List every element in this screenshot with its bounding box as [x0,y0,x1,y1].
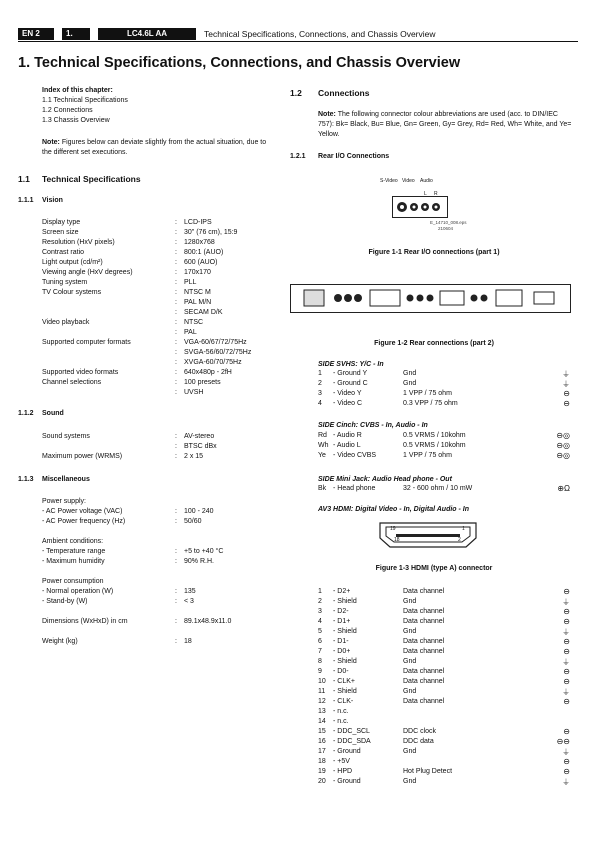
pin-description: 1 VPP / 75 ohm [403,452,452,459]
spec-value: NTSC [184,319,204,326]
pin-description: DDC clock [403,728,437,735]
figure-code: E_14710_008.eps [430,220,467,225]
pin-name: - DDC_SDA [333,738,371,745]
spec-label: Maximum power (WRMS) [42,453,123,460]
pin-name: - Ground C [333,380,368,387]
header-rule [18,41,578,42]
pin-name: - Shield [333,658,357,665]
spec-label: Sound systems [42,433,90,440]
spec-separator: : [175,309,177,316]
pin-description: Data channel [403,668,445,675]
index-list [42,96,128,126]
spec-label: Power consumption [42,578,104,585]
spec-separator: : [175,219,177,226]
spec-value: 50/60 [184,518,202,525]
pin-direction-icon: ⏚ [562,380,570,389]
spec-value: +5 to +40 °C [184,548,224,555]
chapter-tag: 1. [62,28,90,40]
spec-value: 18 [184,638,192,645]
pin-number: Wh [318,442,329,449]
spec-value: 640x480p - 2fH [184,369,232,376]
pin-name: - Ground [333,778,361,785]
pin-name: - DDC_SCL [333,728,370,735]
spec-separator: : [175,249,177,256]
pin-number: 11 [318,688,326,695]
pin-direction-icon: ⊖◎ [556,451,570,460]
pin-number: 2 [318,598,322,605]
spec-value: 2 x 15 [184,453,204,460]
spec-label: Tuning system [42,279,88,286]
spec-separator: : [175,269,177,276]
index-heading: Index of this chapter: [42,87,113,94]
spec-label: Supported computer formats [42,339,131,346]
pin-name: - n.c. [333,718,349,725]
pin-number: 6 [318,638,322,645]
index-item[interactable]: 1.1 Technical Specifications [42,97,128,104]
pin-number: 17 [318,748,326,755]
pin-direction-icon: ⊖ [563,697,570,706]
pin-description: Gnd [403,658,417,665]
index-item[interactable]: 1.2 Connections [42,107,93,114]
figure-label: S-Video [380,178,398,184]
spec-separator: : [175,598,177,605]
subsection-number: 1.1.3 [18,476,34,483]
spec-value: 135 [184,588,196,595]
pin-description: Data channel [403,618,445,625]
spec-label: TV Colour systems [42,289,102,296]
spec-value: AV-stereo [184,433,215,440]
pin-number: Bk [318,485,327,492]
pin-description: Gnd [403,688,417,695]
subsection-title: Rear I/O Connections [318,153,390,160]
pin-description: Data channel [403,638,445,645]
pin-direction-icon: ⊖ [563,389,570,398]
spec-separator: : [175,359,177,366]
spec-label: Display type [42,219,81,226]
spec-value: LCD-IPS [184,219,212,226]
pin-label: 19 [390,526,396,532]
pin-description: 0.5 VRMS / 10kohm [403,432,466,439]
pin-direction-icon: ⊖ [563,587,570,596]
spec-separator: : [175,379,177,386]
pin-description: Gnd [403,748,417,755]
spec-value: PAL M/N [184,299,212,306]
page-lang-tag: EN 2 [18,28,54,40]
pin-description: Gnd [403,628,417,635]
spec-separator: : [175,279,177,286]
spec-value: UVSH [184,389,204,396]
spec-separator: : [175,453,177,460]
pin-number: 18 [318,758,326,765]
pin-name: - HPD [333,768,353,775]
pin-number: 3 [318,390,322,397]
spec-separator: : [175,389,177,396]
pin-direction-icon: ⊖ [563,727,570,736]
section-number: 1.1 [18,174,30,184]
section-number: 1.2 [290,88,302,98]
spec-label: Resolution (HxV pixels) [42,239,115,246]
figure-label: L [424,191,427,197]
pin-number: 3 [318,608,322,615]
pin-number: 1 [318,370,322,377]
figure-label: Audio [420,178,433,184]
spec-value: 170x170 [184,269,211,276]
pin-description: 0.3 VPP / 75 ohm [403,400,458,407]
rear-connections-figure [290,282,576,318]
spec-value: SVGA-56/60/72/75Hz [184,349,252,356]
spec-separator: : [175,259,177,266]
pin-name: - D2- [333,608,349,615]
spec-value: VGA-60/67/72/75Hz [184,339,247,346]
pin-name: - Shield [333,688,357,695]
pin-name: - Shield [333,628,357,635]
spec-value: 89.1x48.9x11.0 [184,618,232,625]
pin-name: - D1+ [333,618,351,625]
pin-name: - Video CVBS [333,452,377,459]
spec-separator: : [175,369,177,376]
pin-name: - +5V [333,758,350,765]
spec-label: - AC Power voltage (VAC) [42,508,123,515]
pin-description: Data channel [403,698,445,705]
spec-label: Supported video formats [42,369,119,376]
pin-label: 18 [394,537,400,543]
pin-number: 7 [318,648,322,655]
spec-value: 100 - 240 [184,508,214,515]
pin-direction-icon: ⏚ [562,628,570,637]
spec-separator: : [175,329,177,336]
spec-separator: : [175,443,177,450]
hdmi-connector-drawing [378,520,478,550]
pin-name: - Shield [333,598,357,605]
subsection-title: Miscellaneous [42,476,90,483]
spec-separator: : [175,618,177,625]
pin-description: Data channel [403,608,445,615]
pin-number: 10 [318,678,326,685]
pin-number: 4 [318,400,322,407]
figure-label: Video [402,178,415,184]
pin-label: 1 [462,526,465,532]
spec-separator: : [175,319,177,326]
spec-label: Dimensions (WxHxD) in cm [42,618,128,625]
rear-io-panel [392,196,448,218]
spec-value: 100 presets [184,379,221,386]
pin-number: 13 [318,708,326,715]
header-title: Technical Specifications, Connections, and Chassis Overview [204,29,436,39]
spec-label: - Stand-by (W) [42,598,88,605]
pin-name: - Audio R [333,432,362,439]
pin-description: 0.5 VRMS / 10kohm [403,442,466,449]
pin-description: Gnd [403,370,417,377]
spec-separator: : [175,508,177,515]
pin-name: - D0- [333,668,349,675]
pin-name: - D0+ [333,648,351,655]
pin-description: Gnd [403,778,417,785]
pin-direction-icon: ⊖ [563,637,570,646]
spec-separator: : [175,239,177,246]
spec-label: Screen size [42,229,79,236]
figure-caption: Figure 1-3 HDMI (type A) connector [375,565,493,572]
pin-direction-icon: ⊖ [563,757,570,766]
spec-separator: : [175,289,177,296]
spec-value: XVGA-60/70/75Hz [184,359,242,366]
pin-description: 32 - 600 ohm / 10 mW [403,485,473,492]
pin-direction-icon: ⊖⊖ [556,737,570,746]
figures-note: Note: Figures below can deviate slightly from the actual situation, due to the different set executions. [42,139,267,156]
pin-direction-icon: ⏚ [562,598,570,607]
pin-description: Hot Plug Detect [403,768,453,775]
spec-separator: : [175,433,177,440]
spec-label: Viewing angle (HxV degrees) [42,269,133,276]
pin-description: Data channel [403,648,445,655]
spec-label: - AC Power frequency (Hz) [42,518,126,525]
pin-name: - n.c. [333,708,349,715]
spec-separator: : [175,349,177,356]
pin-name: - Video Y [333,390,362,397]
cinch-pinout-title: SIDE Cinch: CVBS - In, Audio - In [318,422,428,429]
spec-value: BTSC dBx [184,443,217,450]
spec-label: - Normal operation (W) [42,588,114,595]
pin-direction-icon: ⊖ [563,607,570,616]
pin-direction-icon: ⊖ [563,667,570,676]
pin-direction-icon: ⊖ [563,767,570,776]
pin-name: - CLK- [333,698,354,705]
figure-label: R [434,191,438,197]
pin-description: Gnd [403,598,417,605]
spec-value: PLL [184,279,197,286]
spec-value: 30" (76 cm), 15:9 [184,229,238,236]
spec-separator: : [175,588,177,595]
pin-description: Data channel [403,588,445,595]
spec-label: Power supply: [42,498,86,505]
pin-number: Rd [318,432,327,439]
section-title: Connections [318,88,370,98]
page-title: 1. Technical Specifications, Connections, and Chassis Overview [18,55,461,71]
figure-date: 210604 [438,226,454,231]
pin-name: - Ground Y [333,370,368,377]
pin-label: 2 [458,537,461,543]
pin-number: 4 [318,618,322,625]
pin-description: DDC data [403,738,434,745]
pin-number: 20 [318,778,326,785]
pin-description: Data channel [403,678,445,685]
pin-number: 12 [318,698,326,705]
pin-direction-icon: ⏚ [562,778,570,787]
spec-value: 1280x768 [184,239,215,246]
spec-label: Contrast ratio [42,249,85,256]
spec-label: Video playback [42,319,90,326]
spec-value: NTSC M [184,289,211,296]
spec-separator: : [175,518,177,525]
pin-direction-icon: ⊖◎ [556,431,570,440]
spec-separator: : [175,339,177,346]
pin-direction-icon: ⊖ [563,677,570,686]
pin-direction-icon: ⏚ [562,370,570,379]
pin-number: Ye [318,452,326,459]
pin-name: - Video C [333,400,363,407]
pin-direction-icon: ⊕Ω [557,484,570,493]
spec-value: 600 (AUO) [184,259,218,266]
spec-separator: : [175,229,177,236]
spec-label: Weight (kg) [42,638,78,645]
pin-number: 2 [318,380,322,387]
pin-direction-icon: ⊖ [563,399,570,408]
pin-number: 14 [318,718,326,725]
pin-number: 5 [318,628,322,635]
figure-caption: Figure 1-2 Rear connections (part 2) [374,340,494,347]
hdmi-pinout-title: AV3 HDMI: Digital Video - In, Digital Audio - In [318,506,470,513]
spec-value: SECAM D/K [184,309,223,316]
pin-direction-icon: ⊖◎ [556,441,570,450]
pin-direction-icon: ⊖ [563,617,570,626]
model-tag: LC4.6L AA [98,28,196,40]
pin-direction-icon: ⏚ [562,748,570,757]
spec-value: 90% R.H. [184,558,214,565]
subsection-number: 1.2.1 [290,153,306,160]
figure-caption: Figure 1-1 Rear I/O connections (part 1) [368,249,500,256]
pin-number: 8 [318,658,322,665]
spec-separator: : [175,548,177,555]
spec-separator: : [175,558,177,565]
pin-description: Gnd [403,380,417,387]
spec-value: < 3 [184,598,194,605]
spec-label: Light output (cd/m²) [42,259,103,266]
subsection-title: Sound [42,410,64,417]
spec-value: 800:1 (AUO) [184,249,224,256]
rear-io-figure [380,178,470,238]
pin-description: 1 VPP / 75 ohm [403,390,452,397]
pin-direction-icon: ⊖ [563,647,570,656]
pin-name: - CLK+ [333,678,355,685]
hdmi-connector-figure [378,520,478,555]
spec-value: PAL [184,329,197,336]
spec-label: - Maximum humidity [42,558,105,565]
pin-number: 19 [318,768,326,775]
pin-direction-icon: ⏚ [562,658,570,667]
spec-separator: : [175,638,177,645]
pin-number: 15 [318,728,326,735]
section-title: Technical Specifications [42,174,141,184]
pin-number: 1 [318,588,322,595]
spec-label: - Temperature range [42,548,106,555]
pin-name: - Audio L [333,442,361,449]
pin-name: - Head phone [333,485,376,492]
subsection-number: 1.1.2 [18,410,34,417]
spec-label: Ambient conditions: [42,538,104,545]
spec-separator: : [175,299,177,306]
subsection-title: Vision [42,197,63,204]
pin-name: - D2+ [333,588,351,595]
connector-colour-note: Note: The following connector colour abbreviations are used (acc. to DIN/IEC 757): Bk= Black, Bu= Blue, Gn= Green, Gy= Grey, Rd= Red, Wh= White, and Ye= Yellow. [318,111,572,138]
jack-pinout-title: SIDE Mini Jack: Audio Head phone - Out [318,476,452,483]
spec-label: Channel selections [42,379,102,386]
pin-number: 16 [318,738,326,745]
pin-name: - Ground [333,748,361,755]
pin-direction-icon: ⏚ [562,688,570,697]
index-item[interactable]: 1.3 Chassis Overview [42,117,110,124]
subsection-number: 1.1.1 [18,197,34,204]
pin-name: - D1- [333,638,349,645]
svhs-pinout-title: SIDE SVHS: Y/C - In [318,361,384,368]
pin-number: 9 [318,668,322,675]
